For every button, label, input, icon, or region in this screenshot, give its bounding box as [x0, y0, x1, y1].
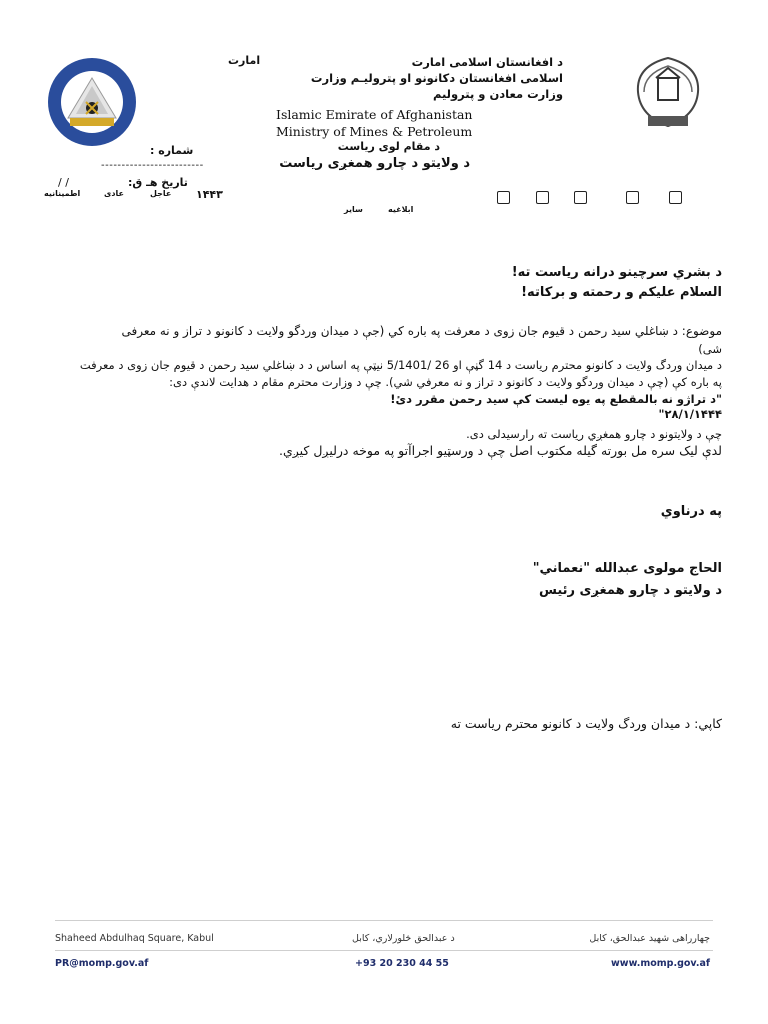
- dept-line-2: د ولایتو د چارو همغږی ریاست: [279, 156, 470, 171]
- header-line-3: وزارت معادن و پترولیم: [432, 87, 563, 101]
- greeting-1: د بشري سرچینو درانه ریاست ته!: [511, 265, 722, 280]
- quote-line-1: "د تراژو نه بالمقطع په یوه لیست کې سید رحمن مقرر دیٔ!: [390, 392, 722, 406]
- signer-name: الحاج مولوی عبدالله "نعماني": [532, 561, 722, 576]
- footer-divider-2: [55, 950, 713, 951]
- checkbox-2[interactable]: [536, 191, 549, 204]
- header-emirate-left: امارت: [228, 54, 261, 67]
- priority-urgent: عاجل: [150, 189, 172, 198]
- year-value: ۱۴۴۳: [196, 188, 223, 201]
- priority-confidential: اطمینانیه: [44, 189, 81, 198]
- number-dashes: -------------------------: [101, 160, 204, 171]
- emirate-emblem: [630, 52, 706, 134]
- footer-address-ps: د عبدالحق څلورلاري، کابل: [352, 933, 455, 944]
- footer-website[interactable]: www.momp.gov.af: [611, 958, 710, 969]
- copy-line: کاپي: د میدان وردگ ولایت د کانونو محترم ریاست ته: [450, 716, 722, 731]
- paragraph-3: چې د ولایتونو د چارو همغږي ریاست ته رارسیدلی دی.: [466, 427, 722, 441]
- type-notice: ابلاغیه: [388, 205, 414, 214]
- english-ministry: Ministry of Mines & Petroleum: [276, 124, 473, 139]
- footer-email[interactable]: PR@momp.gov.af: [55, 958, 149, 969]
- closing-text: په درناوي: [660, 504, 722, 519]
- footer-phone[interactable]: +93 20 230 44 55: [355, 958, 449, 969]
- header-line-2: اسلامی افغانستان دکانونو او پترولیـم وزارت: [310, 71, 563, 85]
- checkbox-5[interactable]: [669, 191, 682, 204]
- paragraph-1: د میدان وردگ ولایت د کانونو محترم ریاست د 14 گڼې او 26 /5/1401 نیټې په اساس د د ښاغلي سید رحمن د قیوم جان زوی د معرفت: [79, 358, 722, 372]
- subject-line-a: موضوع: د ښاغلي سید رحمن د قیوم جان زوی د معرفت په باره کي (جې د میدان وردگو ولایت د کانونو د تراز و نه معرفی: [121, 324, 722, 338]
- priority-normal: عادی: [104, 189, 124, 198]
- date-slashes: / /: [58, 176, 69, 189]
- signer-title: د ولایتو د چارو همغږی رئیس: [538, 583, 722, 598]
- subject-line-b: شی): [698, 342, 722, 356]
- header-right-block: [303, 54, 563, 102]
- footer-address-en: Shaheed Abdulhaq Square, Kabul: [55, 933, 214, 944]
- checkbox-4[interactable]: [626, 191, 639, 204]
- ministry-logo: [46, 56, 138, 148]
- dept-line-1: د مقام لوی ریاست: [337, 140, 440, 153]
- english-emirate: Islamic Emirate of Afghanistan: [276, 107, 473, 122]
- paragraph-2: په باره کې (چې د میدان وردگو ولایت د کانونو د تراز و نه معرفي شي). چې د وزارت محترم مقام د هدایت لاندې دی:: [169, 375, 722, 389]
- greeting-2: السلام علیکم و رحمته و برکاته!: [521, 285, 722, 300]
- footer-divider: [55, 920, 713, 921]
- checkbox-1[interactable]: [497, 191, 510, 204]
- paragraph-4: لدې لیک سره مل بورته گیله مکتوب اصل چې د ورسټیو اجراآتو په موخه درلیږل کیږي.: [278, 443, 722, 458]
- checkbox-3[interactable]: [574, 191, 587, 204]
- date-label: تاریخ هـ ق:: [128, 176, 188, 189]
- type-other: سایر: [344, 205, 363, 214]
- header-line-1: د افغانستان اسلامی امارت: [411, 55, 563, 69]
- number-label: شماره :: [150, 144, 194, 157]
- footer-address-fa: چهارراهی شهید عبدالحق، کابل: [589, 933, 710, 944]
- quote-line-2: "۲۸/۱/۱۴۴۴: [658, 407, 722, 421]
